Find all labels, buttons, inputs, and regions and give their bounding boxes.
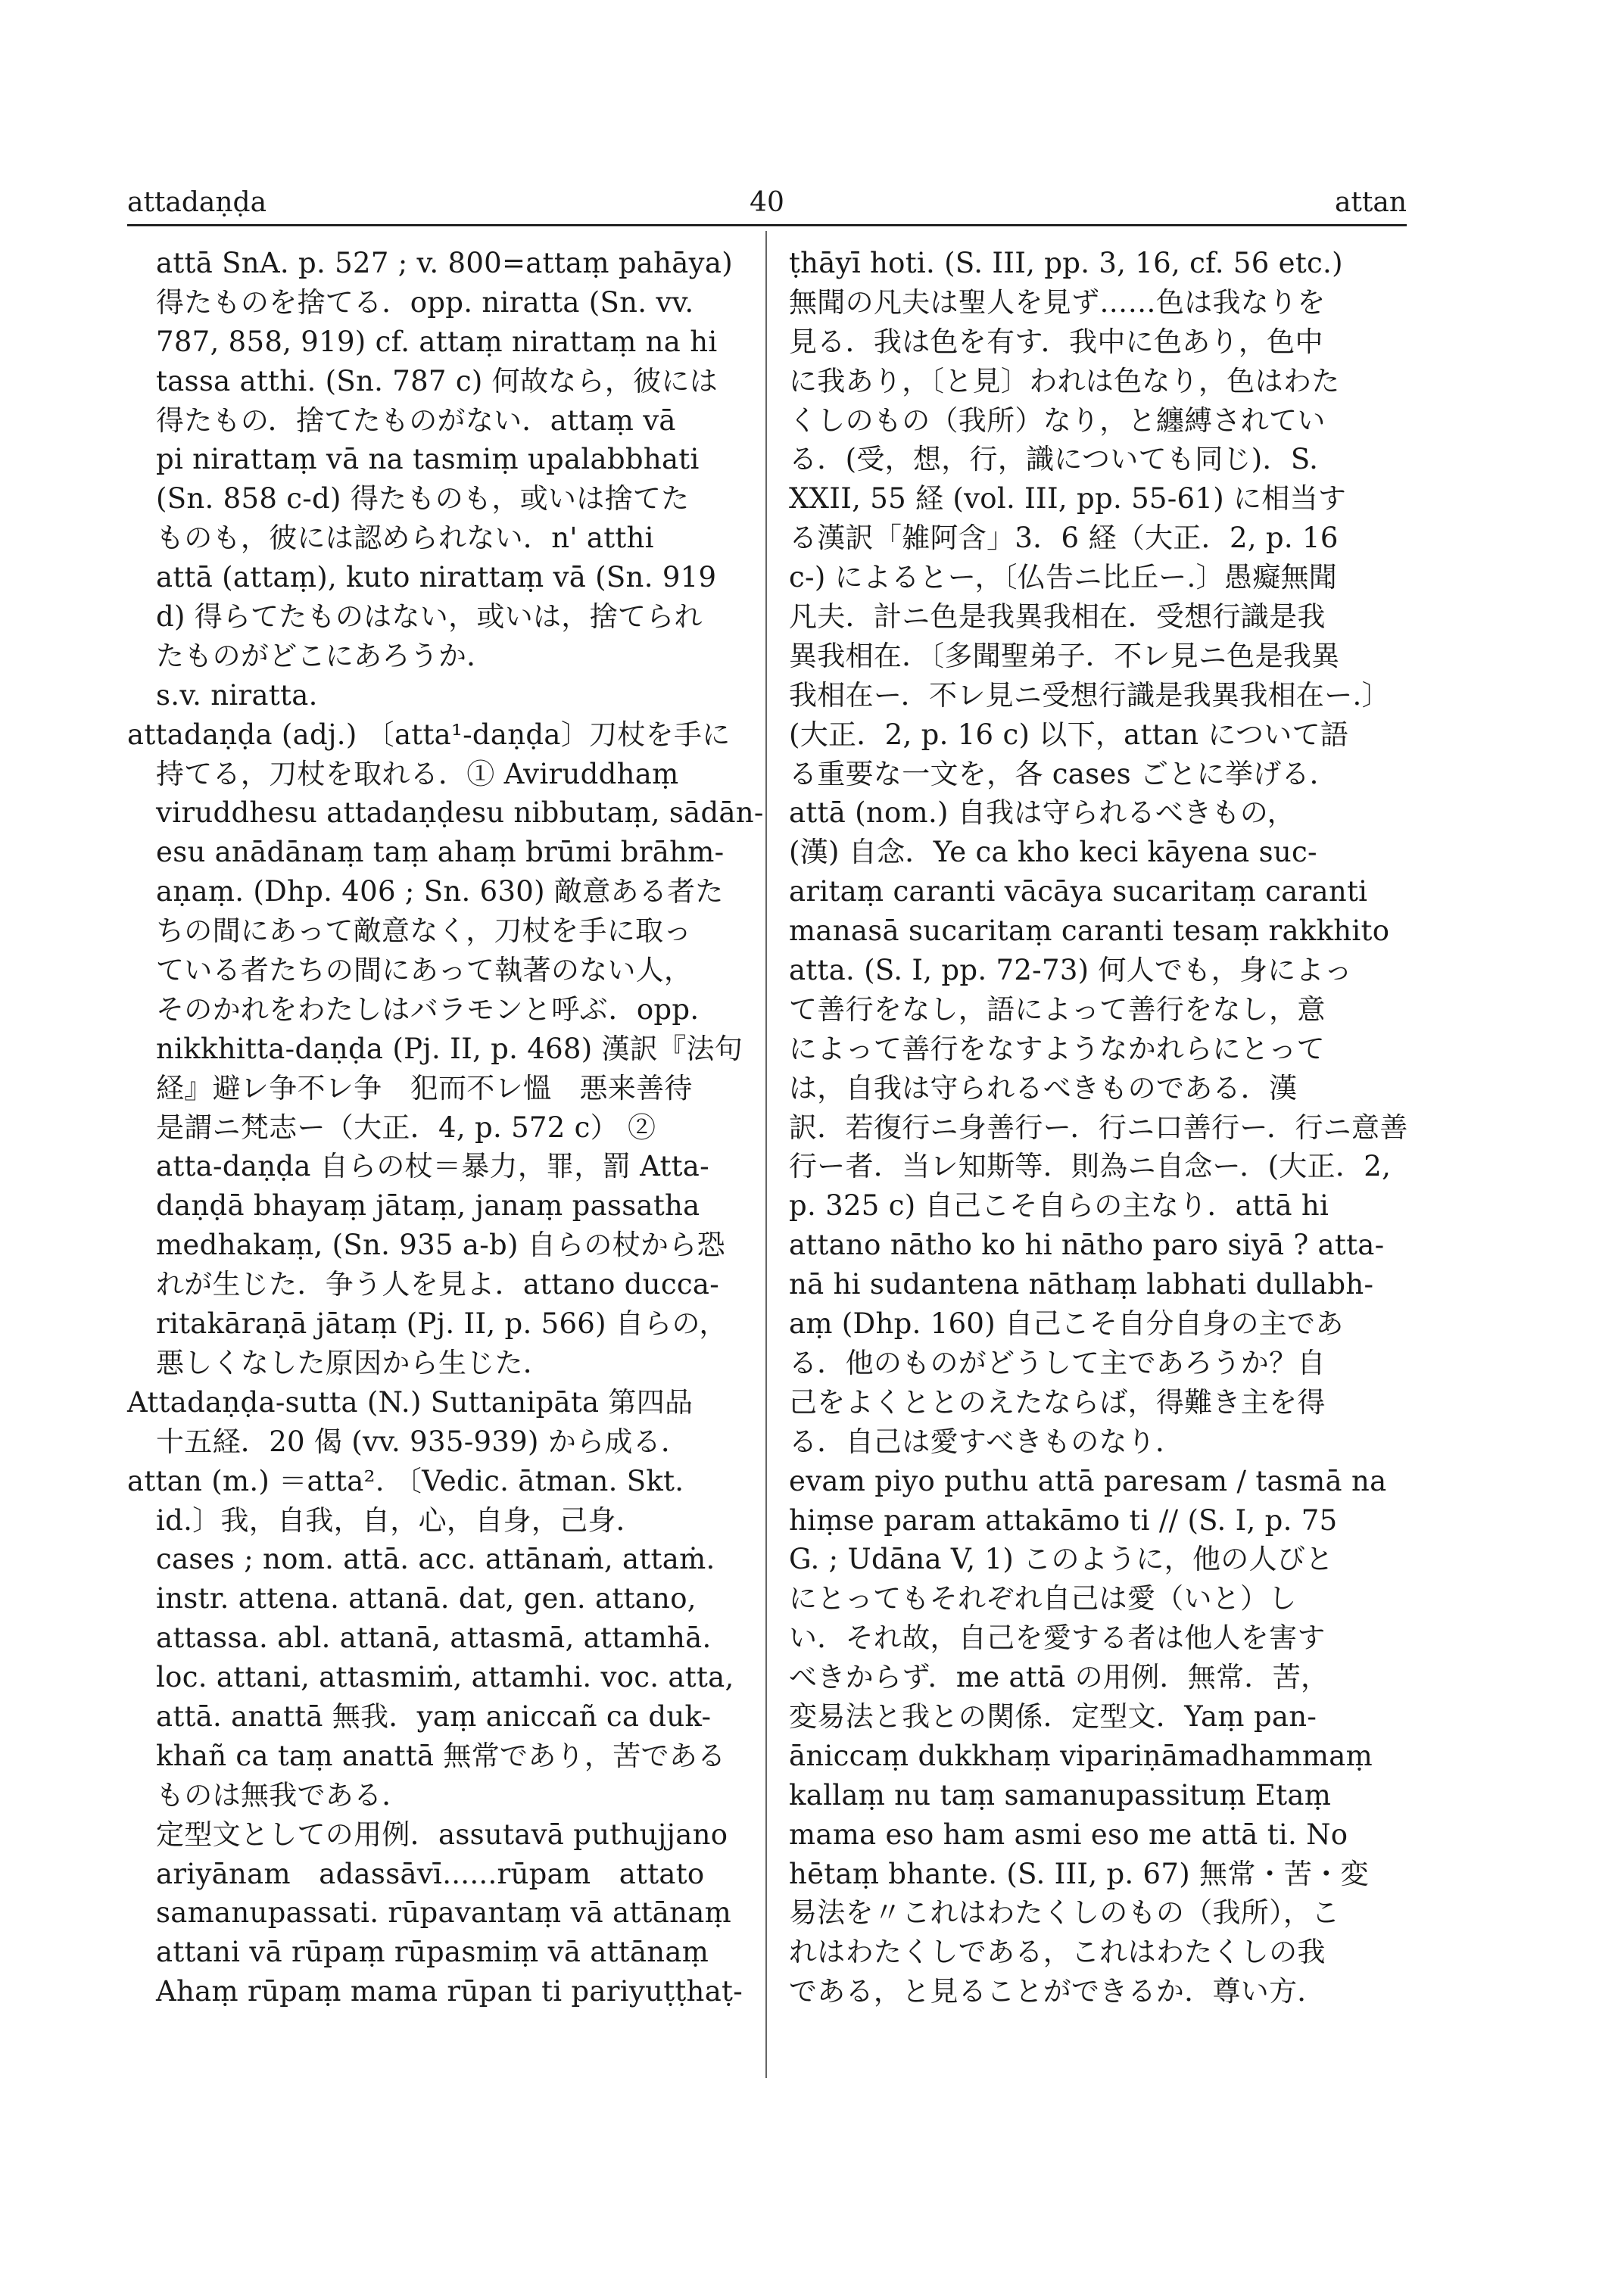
text-line: attani vā rūpaṃ rūpasmiṃ vā attānaṃ: [156, 1936, 709, 1969]
text-line: そのかれをわたしはバラモンと呼ぶ．opp.: [156, 992, 700, 1026]
page-number: 40: [750, 187, 784, 218]
text-line: べきからず．me attā の用例．無常．苦，: [789, 1661, 1329, 1694]
text-line: G. ; Udāna V, 1) このように，他の人びと: [789, 1543, 1334, 1576]
text-line: 経』避レ争不レ争 犯而不レ慍 悪来善待: [156, 1071, 693, 1104]
text-line: pi nirattaṃ vā na tasmiṃ upalabbhati: [156, 443, 700, 476]
text-line: samanupassati. rūpavantaṃ vā attānaṃ: [156, 1896, 732, 1930]
entry-headword-line: attan (m.) ＝atta². 〔Vedic. ātman. Skt.: [127, 1464, 684, 1497]
text-line: atta-daṇḍa 自らの杖＝暴力，罪，罰 Atta-: [156, 1150, 709, 1183]
text-line: aṇaṃ. (Dhp. 406 ; Sn. 630) 敵意ある者た: [156, 875, 724, 908]
text-line: ものは無我である．: [156, 1778, 410, 1812]
text-line: 悪しくなした原因から生じた．: [156, 1346, 552, 1379]
text-line: mama eso ham asmi eso me attā ti. No: [789, 1818, 1348, 1851]
text-line: evam piyo puthu attā paresam / tasmā na: [789, 1464, 1387, 1497]
text-line: にとってもそれぞれ自己は愛（いと）し: [789, 1582, 1297, 1615]
text-line: loc. attani, attasmiṁ, attamhi. voc. atta,: [156, 1661, 734, 1694]
text-line: ちの間にあって敵意なく，刀杖を手に取っ: [156, 914, 692, 948]
text-line: tassa atthi. (Sn. 787 c) 何故なら，彼には: [156, 364, 718, 397]
column-divider: [765, 231, 767, 2078]
text-line: attano nātho ko hi nātho paro siyā ? atta-: [789, 1229, 1385, 1262]
text-line: い．それ故，自己を愛する者は他人を害す: [789, 1622, 1326, 1655]
text-line: 行ー者．当レ知斯等．則為ニ自念ー．(大正．2,: [789, 1150, 1392, 1183]
text-line: (大正．2, p. 16 c) 以下，attan について語: [789, 718, 1349, 751]
text-line: aṃ (Dhp. 160) 自己こそ自分自身の主であ: [789, 1307, 1344, 1341]
text-line: kallaṃ nu taṃ samanupassituṃ Etaṃ: [789, 1778, 1332, 1812]
text-line: る．自己は愛すべきものなり．: [789, 1425, 1184, 1458]
text-line: る．(受，想，行，識についても同じ)．S.: [789, 443, 1319, 476]
right-column: [789, 244, 1407, 2011]
text-line: る漢訳「雑阿含」3．6 経（大正．2, p. 16: [789, 522, 1339, 555]
text-line: attā SnA. p. 527 ; v. 800=attaṃ pahāya): [156, 247, 733, 279]
text-line: id.〕我，自我，自，心，自身，己身．: [156, 1503, 644, 1537]
text-line: hētaṃ bhante. (S. III, p. 67) 無常・苦・変: [789, 1857, 1369, 1890]
text-line: s.v. niratta.: [156, 678, 318, 712]
text-line: (Sn. 858 c-d) 得たものも，或いは捨てた: [156, 482, 690, 516]
text-line: 訳．若復行ニ身善行ー．行ニ口善行ー．行ニ意善: [789, 1111, 1408, 1144]
text-line: ariyānam adassāvī......rūpam attato: [156, 1857, 705, 1890]
text-line: atta. (S. I, pp. 72-73) 何人でも，身によっ: [789, 954, 1353, 987]
text-line: (漢) 自念．Ye ca kho keci kāyena suc-: [789, 836, 1317, 869]
text-line: nā hi sudantena nāthaṃ labhati dullabh-: [789, 1268, 1374, 1301]
text-line: 十五経．20 偈 (vv. 935-939) から成る．: [156, 1425, 690, 1458]
text-line: くしのもの（我所）なり，と纏縛されてい: [789, 403, 1326, 437]
text-line: れはわたくしである，これはわたくしの我: [789, 1936, 1326, 1969]
text-line: aritaṃ caranti vācāya sucaritaṃ caranti: [789, 875, 1368, 908]
text-line: ṭhāyī hoti. (S. III, pp. 3, 16, cf. 56 etc.): [789, 247, 1343, 279]
text-line: Ahaṃ rūpaṃ mama rūpan ti pariyuṭṭhaṭ-: [156, 1975, 743, 2008]
text-line: esu anādānaṃ taṃ ahaṃ brūmi brāhm-: [156, 836, 725, 869]
text-line: 凡夫．計ニ色是我異我相在．受想行識是我: [789, 600, 1326, 634]
text-line: attassa. abl. attanā, attasmā, attamhā.: [156, 1622, 712, 1655]
entry-headword-line: attadaṇḍa (adj.) 〔atta¹-daṇḍa〕刀杖を手に: [127, 718, 731, 751]
text-line: hiṃse param attakāmo ti // (S. I, p. 75: [789, 1503, 1338, 1537]
text-line: nikkhitta-daṇḍa (Pj. II, p. 468) 漢訳『法句: [156, 1032, 743, 1065]
text-line: daṇḍā bhayaṃ jātaṃ, janaṃ passatha: [156, 1189, 700, 1223]
text-line: る重要な一文を，各 cases ごとに挙げる．: [789, 757, 1339, 790]
text-line: である，と見ることができるか．尊い方．: [789, 1975, 1326, 2008]
text-line: ものも，彼には認められない．n' atthi: [156, 522, 654, 555]
entry-headword-line: Attadaṇḍa-sutta (N.) Suttanipāta 第四品: [127, 1385, 694, 1419]
text-line: 無聞の凡夫は聖人を見ず……色は我なりを: [789, 285, 1326, 319]
text-line: d) 得らてたものはない，或いは，捨てられ: [156, 600, 703, 634]
text-line: は，自我は守られるべきものである．漢: [789, 1071, 1298, 1104]
header-right-headword: attan: [1334, 187, 1407, 218]
running-header: [127, 185, 1407, 224]
text-line: 見る．我は色を有す．我中に色あり，色中: [789, 325, 1323, 358]
text-line: c-) によるとー，〔仏告ニ比丘ー.〕愚癡無聞: [789, 561, 1338, 594]
text-line: 易法を〃これはわたくしのもの（我所），こ: [789, 1896, 1340, 1930]
text-line: medhakaṃ, (Sn. 935 a-b) 自らの杖から恐: [156, 1229, 725, 1262]
text-line: る．他のものがどうして主であろうか？自: [789, 1346, 1326, 1379]
text-line: instr. attena. attanā. dat, gen. attano,: [156, 1582, 697, 1615]
text-line: に我あり，〔と見〕われは色なり，色はわた: [789, 364, 1340, 397]
text-line: khañ ca taṃ anattā 無常であり，苦である: [156, 1739, 726, 1772]
text-line: viruddhesu attadaṇḍesu nibbutaṃ, sādān-: [156, 796, 764, 830]
header-rule: [127, 224, 1407, 226]
text-line: attā. anattā 無我．yaṃ aniccañ ca duk-: [156, 1699, 712, 1733]
text-line: たものがどこにあろうか．: [156, 639, 495, 672]
text-line: ritakāraṇā jātaṃ (Pj. II, p. 566) 自らの，: [156, 1307, 728, 1341]
text-line: 己をよくととのえたならば，得難き主を得: [789, 1385, 1326, 1419]
text-line: 是謂ニ梵志ー（大正．4, p. 572 c） ②: [156, 1111, 656, 1144]
text-line: て善行をなし，語によって善行をなし，意: [789, 992, 1326, 1026]
text-line: XXII, 55 経 (vol. III, pp. 55-61) に相当す: [789, 482, 1347, 516]
text-line: 得たもの．捨てたものがない．attaṃ vā: [156, 403, 676, 437]
text-line: manasā sucaritaṃ caranti tesaṃ rakkhito: [789, 914, 1390, 948]
text-line: attā (attaṃ), kuto nirattaṃ vā (Sn. 919: [156, 561, 717, 594]
text-line: ている者たちの間にあって執著のない人，: [156, 954, 693, 987]
text-line: 787, 858, 919) cf. attaṃ nirattaṃ na hi: [156, 325, 718, 358]
text-line: 我相在ー．不レ見ニ受想行識是我異我相在ー.〕: [789, 678, 1390, 712]
text-line: 得たものを捨てる．opp. niratta (Sn. vv.: [156, 285, 694, 319]
text-line: によって善行をなすようなかれらにとって: [789, 1032, 1325, 1065]
text-line: p. 325 c) 自己こそ自らの主なり．attā hi: [789, 1189, 1329, 1223]
text-line: 変易法と我との関係．定型文．Yaṃ pan-: [789, 1699, 1317, 1733]
text-line: 定型文としての用例．assutavā puthujjano: [156, 1818, 728, 1851]
text-line: 持てる，刀杖を取れる．① Aviruddhaṃ: [156, 757, 679, 790]
text-line: れが生じた．争う人を見よ．attano ducca-: [156, 1268, 720, 1301]
header-left-headword: attadaṇḍa: [127, 187, 267, 218]
left-column: [127, 244, 764, 2011]
text-line: 異我相在．〔多聞聖弟子．不レ見ニ色是我異: [789, 639, 1340, 672]
text-line: attā (nom.) 自我は守られるべきもの，: [789, 796, 1295, 830]
text-line: cases ; nom. attā. acc. attānaṁ, attaṁ.: [156, 1543, 715, 1576]
text-line: āniccaṃ dukkhaṃ vipariṇāmadhammaṃ: [789, 1739, 1373, 1772]
